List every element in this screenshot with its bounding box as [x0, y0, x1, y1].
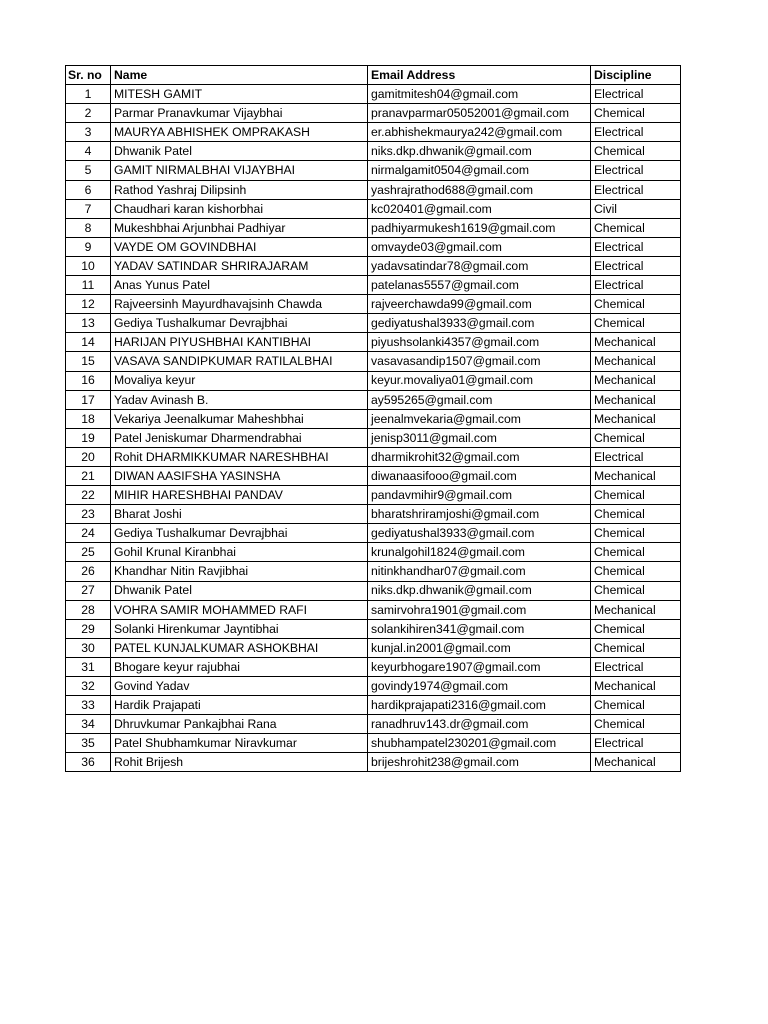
student-table: [65, 65, 681, 772]
cell-sr-no: 31: [66, 657, 111, 676]
cell-email: keyurbhogare1907@gmail.com: [368, 657, 591, 676]
cell-sr-no: 23: [66, 505, 111, 524]
cell-email: diwanaasifooo@gmail.com: [368, 466, 591, 485]
cell-email: jeenalmvekaria@gmail.com: [368, 409, 591, 428]
table-row: [66, 199, 681, 218]
cell-name: Mukeshbhai Arjunbhai Padhiyar: [111, 218, 368, 237]
cell-discipline: Chemical: [591, 715, 681, 734]
cell-sr-no: 7: [66, 199, 111, 218]
cell-sr-no: 28: [66, 600, 111, 619]
cell-sr-no: 11: [66, 276, 111, 295]
cell-sr-no: 32: [66, 677, 111, 696]
cell-discipline: Electrical: [591, 276, 681, 295]
table-row: [66, 543, 681, 562]
cell-email: solankihiren341@gmail.com: [368, 619, 591, 638]
cell-email: keyur.movaliya01@gmail.com: [368, 371, 591, 390]
table-row: [66, 276, 681, 295]
cell-name: HARIJAN PIYUSHBHAI KANTIBHAI: [111, 333, 368, 352]
cell-sr-no: 29: [66, 619, 111, 638]
table-row: [66, 333, 681, 352]
cell-sr-no: 4: [66, 142, 111, 161]
cell-name: MITESH GAMIT: [111, 85, 368, 104]
cell-email: piyushsolanki4357@gmail.com: [368, 333, 591, 352]
header-name: Name: [111, 66, 368, 85]
cell-name: Rohit DHARMIKKUMAR NARESHBHAI: [111, 447, 368, 466]
table-row: [66, 466, 681, 485]
cell-email: nirmalgamit0504@gmail.com: [368, 161, 591, 180]
cell-sr-no: 9: [66, 237, 111, 256]
table-row: [66, 85, 681, 104]
table-row: [66, 600, 681, 619]
cell-sr-no: 6: [66, 180, 111, 199]
cell-sr-no: 12: [66, 295, 111, 314]
cell-sr-no: 26: [66, 562, 111, 581]
table-row: [66, 104, 681, 123]
cell-discipline: Electrical: [591, 85, 681, 104]
cell-email: pranavparmar05052001@gmail.com: [368, 104, 591, 123]
cell-sr-no: 14: [66, 333, 111, 352]
cell-email: jenisp3011@gmail.com: [368, 428, 591, 447]
cell-email: omvayde03@gmail.com: [368, 237, 591, 256]
cell-name: PATEL KUNJALKUMAR ASHOKBHAI: [111, 638, 368, 657]
table-row: [66, 428, 681, 447]
table-header-row: [66, 66, 681, 85]
cell-sr-no: 1: [66, 85, 111, 104]
cell-sr-no: 5: [66, 161, 111, 180]
cell-sr-no: 3: [66, 123, 111, 142]
cell-name: MIHIR HARESHBHAI PANDAV: [111, 486, 368, 505]
cell-discipline: Mechanical: [591, 333, 681, 352]
table-row: [66, 123, 681, 142]
cell-sr-no: 22: [66, 486, 111, 505]
cell-email: yadavsatindar78@gmail.com: [368, 256, 591, 275]
table-row: [66, 486, 681, 505]
cell-discipline: Mechanical: [591, 466, 681, 485]
table-row: [66, 447, 681, 466]
cell-email: niks.dkp.dhwanik@gmail.com: [368, 142, 591, 161]
cell-email: kc020401@gmail.com: [368, 199, 591, 218]
cell-sr-no: 8: [66, 218, 111, 237]
cell-discipline: Chemical: [591, 638, 681, 657]
table-row: [66, 638, 681, 657]
cell-email: rajveerchawda99@gmail.com: [368, 295, 591, 314]
cell-email: vasavasandip1507@gmail.com: [368, 352, 591, 371]
cell-name: Hardik Prajapati: [111, 696, 368, 715]
cell-discipline: Chemical: [591, 524, 681, 543]
table-row: [66, 619, 681, 638]
cell-name: Bharat Joshi: [111, 505, 368, 524]
cell-sr-no: 15: [66, 352, 111, 371]
cell-name: VOHRA SAMIR MOHAMMED RAFI: [111, 600, 368, 619]
cell-name: DIWAN AASIFSHA YASINSHA: [111, 466, 368, 485]
table-row: [66, 734, 681, 753]
cell-name: Dhwanik Patel: [111, 142, 368, 161]
table-row: [66, 505, 681, 524]
cell-name: Rohit Brijesh: [111, 753, 368, 772]
header-discipline: Discipline: [591, 66, 681, 85]
cell-discipline: Chemical: [591, 428, 681, 447]
cell-sr-no: 33: [66, 696, 111, 715]
cell-sr-no: 13: [66, 314, 111, 333]
cell-discipline: Chemical: [591, 486, 681, 505]
cell-email: shubhampatel230201@gmail.com: [368, 734, 591, 753]
cell-name: Vekariya Jeenalkumar Maheshbhai: [111, 409, 368, 428]
table-row: [66, 161, 681, 180]
cell-discipline: Civil: [591, 199, 681, 218]
cell-email: brijeshrohit238@gmail.com: [368, 753, 591, 772]
cell-name: Anas Yunus Patel: [111, 276, 368, 295]
cell-discipline: Electrical: [591, 256, 681, 275]
cell-sr-no: 21: [66, 466, 111, 485]
cell-discipline: Mechanical: [591, 371, 681, 390]
header-sr-no: Sr. no: [66, 66, 111, 85]
cell-sr-no: 10: [66, 256, 111, 275]
table-row: [66, 314, 681, 333]
table-row: [66, 524, 681, 543]
cell-name: Gohil Krunal Kiranbhai: [111, 543, 368, 562]
table-row: [66, 581, 681, 600]
cell-email: patelanas5557@gmail.com: [368, 276, 591, 295]
cell-discipline: Chemical: [591, 314, 681, 333]
table-body: [66, 85, 681, 772]
cell-email: kunjal.in2001@gmail.com: [368, 638, 591, 657]
cell-discipline: Chemical: [591, 696, 681, 715]
cell-discipline: Chemical: [591, 104, 681, 123]
cell-sr-no: 34: [66, 715, 111, 734]
cell-name: GAMIT NIRMALBHAI VIJAYBHAI: [111, 161, 368, 180]
cell-email: krunalgohil1824@gmail.com: [368, 543, 591, 562]
table-row: [66, 352, 681, 371]
cell-discipline: Chemical: [591, 142, 681, 161]
cell-name: Movaliya keyur: [111, 371, 368, 390]
cell-discipline: Electrical: [591, 657, 681, 676]
cell-discipline: Chemical: [591, 218, 681, 237]
table-row: [66, 677, 681, 696]
cell-email: niks.dkp.dhwanik@gmail.com: [368, 581, 591, 600]
cell-discipline: Mechanical: [591, 753, 681, 772]
cell-email: gediyatushal3933@gmail.com: [368, 524, 591, 543]
cell-email: yashrajrathod688@gmail.com: [368, 180, 591, 199]
cell-email: gediyatushal3933@gmail.com: [368, 314, 591, 333]
cell-discipline: Electrical: [591, 161, 681, 180]
table-row: [66, 715, 681, 734]
cell-name: Rathod Yashraj Dilipsinh: [111, 180, 368, 199]
cell-email: ranadhruv143.dr@gmail.com: [368, 715, 591, 734]
cell-name: Patel Jeniskumar Dharmendrabhai: [111, 428, 368, 447]
cell-discipline: Chemical: [591, 295, 681, 314]
cell-name: Bhogare keyur rajubhai: [111, 657, 368, 676]
cell-sr-no: 36: [66, 753, 111, 772]
cell-name: Yadav Avinash B.: [111, 390, 368, 409]
cell-name: Solanki Hirenkumar Jayntibhai: [111, 619, 368, 638]
cell-name: VAYDE OM GOVINDBHAI: [111, 237, 368, 256]
cell-discipline: Chemical: [591, 581, 681, 600]
table-row: [66, 409, 681, 428]
cell-name: Dhruvkumar Pankajbhai Rana: [111, 715, 368, 734]
cell-email: pandavmihir9@gmail.com: [368, 486, 591, 505]
table-row: [66, 218, 681, 237]
cell-name: VASAVA SANDIPKUMAR RATILALBHAI: [111, 352, 368, 371]
cell-sr-no: 35: [66, 734, 111, 753]
cell-name: Khandhar Nitin Ravjibhai: [111, 562, 368, 581]
cell-sr-no: 19: [66, 428, 111, 447]
cell-name: Gediya Tushalkumar Devrajbhai: [111, 524, 368, 543]
cell-sr-no: 2: [66, 104, 111, 123]
cell-discipline: Electrical: [591, 237, 681, 256]
cell-sr-no: 17: [66, 390, 111, 409]
cell-discipline: Mechanical: [591, 677, 681, 696]
table-row: [66, 256, 681, 275]
cell-name: Rajveersinh Mayurdhavajsinh Chawda: [111, 295, 368, 314]
table-row: [66, 295, 681, 314]
cell-discipline: Electrical: [591, 447, 681, 466]
table-row: [66, 390, 681, 409]
cell-email: bharatshriramjoshi@gmail.com: [368, 505, 591, 524]
cell-name: MAURYA ABHISHEK OMPRAKASH: [111, 123, 368, 142]
cell-name: Chaudhari karan kishorbhai: [111, 199, 368, 218]
cell-discipline: Mechanical: [591, 352, 681, 371]
table-row: [66, 142, 681, 161]
table-row: [66, 562, 681, 581]
cell-email: samirvohra1901@gmail.com: [368, 600, 591, 619]
cell-name: Gediya Tushalkumar Devrajbhai: [111, 314, 368, 333]
cell-sr-no: 27: [66, 581, 111, 600]
cell-name: Patel Shubhamkumar Niravkumar: [111, 734, 368, 753]
cell-sr-no: 25: [66, 543, 111, 562]
table-row: [66, 371, 681, 390]
table-row: [66, 753, 681, 772]
cell-discipline: Electrical: [591, 734, 681, 753]
cell-discipline: Chemical: [591, 543, 681, 562]
table-row: [66, 696, 681, 715]
cell-email: hardikprajapati2316@gmail.com: [368, 696, 591, 715]
cell-sr-no: 30: [66, 638, 111, 657]
cell-email: govindy1974@gmail.com: [368, 677, 591, 696]
table-row: [66, 180, 681, 199]
cell-email: gamitmitesh04@gmail.com: [368, 85, 591, 104]
cell-discipline: Chemical: [591, 562, 681, 581]
cell-discipline: Mechanical: [591, 409, 681, 428]
cell-email: padhiyarmukesh1619@gmail.com: [368, 218, 591, 237]
cell-discipline: Mechanical: [591, 600, 681, 619]
cell-discipline: Mechanical: [591, 390, 681, 409]
cell-discipline: Electrical: [591, 123, 681, 142]
cell-sr-no: 24: [66, 524, 111, 543]
cell-sr-no: 16: [66, 371, 111, 390]
cell-name: YADAV SATINDAR SHRIRAJARAM: [111, 256, 368, 275]
cell-email: ay595265@gmail.com: [368, 390, 591, 409]
cell-name: Dhwanik Patel: [111, 581, 368, 600]
cell-discipline: Chemical: [591, 619, 681, 638]
cell-email: nitinkhandhar07@gmail.com: [368, 562, 591, 581]
cell-email: dharmikrohit32@gmail.com: [368, 447, 591, 466]
cell-email: er.abhishekmaurya242@gmail.com: [368, 123, 591, 142]
cell-discipline: Electrical: [591, 180, 681, 199]
cell-name: Govind Yadav: [111, 677, 368, 696]
cell-discipline: Chemical: [591, 505, 681, 524]
table-row: [66, 657, 681, 676]
cell-sr-no: 20: [66, 447, 111, 466]
header-email: Email Address: [368, 66, 591, 85]
table-row: [66, 237, 681, 256]
cell-sr-no: 18: [66, 409, 111, 428]
cell-name: Parmar Pranavkumar Vijaybhai: [111, 104, 368, 123]
